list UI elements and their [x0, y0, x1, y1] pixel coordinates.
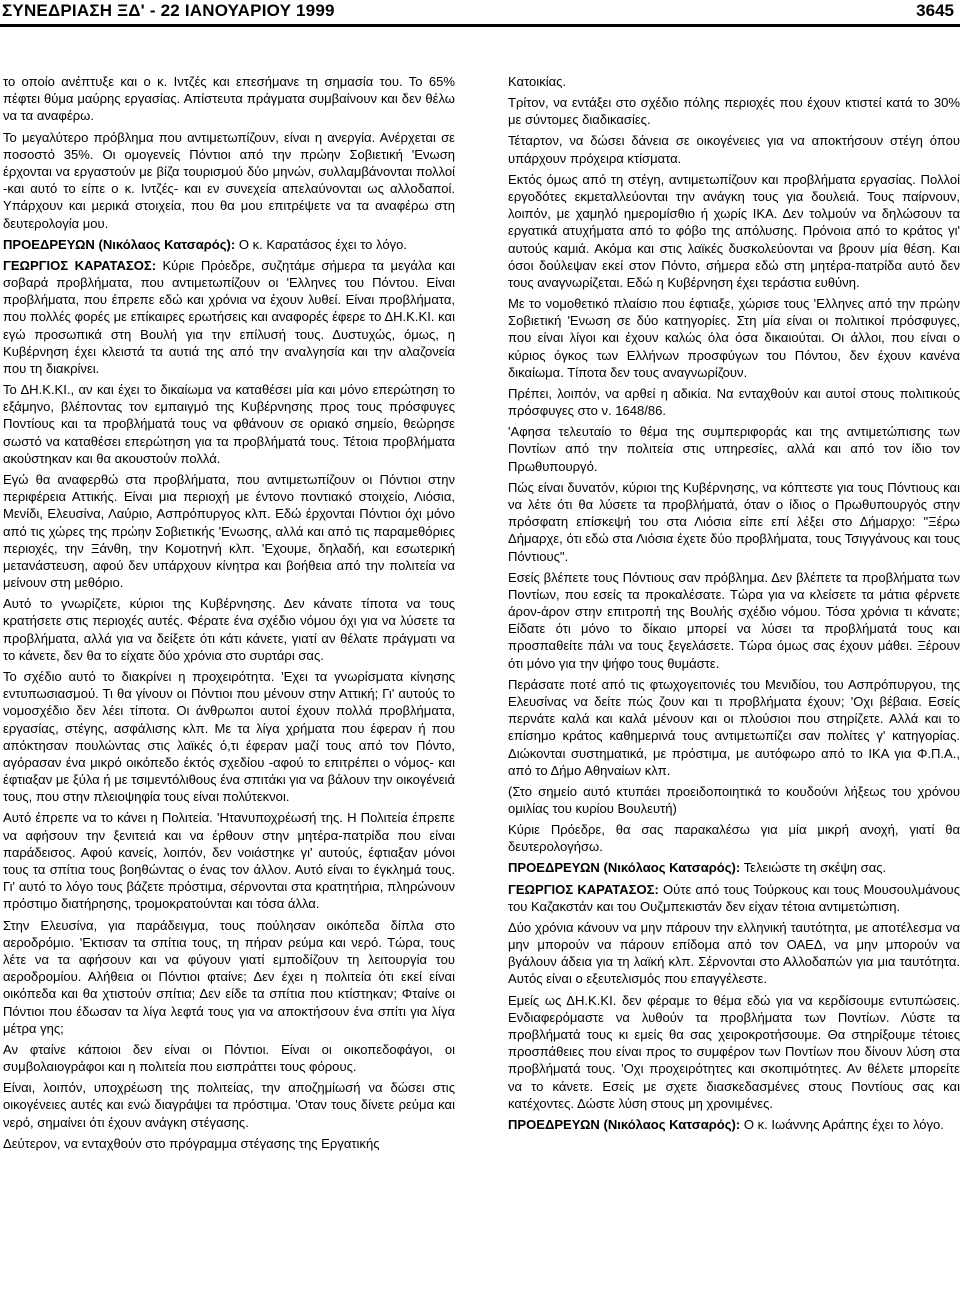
paragraph: ΠΡΟΕΔΡΕΥΩΝ (Νικόλαος Κατσαρός): Τελειώστε τη σκέψη σας. — [508, 860, 887, 876]
session-title: ΣΥΝΕΔΡΙΑΣΗ ΞΔ' - 22 ΙΑΝΟΥΑΡΙΟΥ 1999 — [2, 1, 335, 20]
speaker-name: ΠΡΟΕΔΡΕΥΩΝ (Νικόλαος Κατσαρός): — [508, 1116, 741, 1132]
paragraph: Τέταρτον, να δώσει δάνεια σε οικογένειες για να αποκτήσουν στέγη όπου υπάρχουν πρόχειρα κτίσματα. — [508, 133, 960, 166]
paragraph: το οποίο ανέπτυξε και ο κ. Ιντζές και επεσήμανε τη σημασία του. Το 65% πέφτει θύμα μαύρης εργασίας. Απίστευτα πράγματα συμβαίνουν και δεν θέλω να τα αναφέρω. — [3, 74, 455, 124]
paragraph: Αν φταίνε κάποιοι δεν είναι οι Πόντιοι. Είναι οι οικοπεδοφάγοι, οι συμβολαιογράφοι και η πολιτεία που εισπράττει τους φόρους. — [3, 1041, 455, 1075]
paragraph: Κύριε Πρόεδρε, θα σας παρακαλέσω για μία μικρή ανοχή, γιατί θα δευτερολογήσω. — [508, 822, 960, 855]
paragraph: Το σχέδιο αυτό το διακρίνει η προχειρότητα. 'Εχει τα γνωρίσματα κίνησης εντυπωσιασμού. Τι θα γίνουν οι Πόντιοι που μένουν στην Αττική; Γι' αυτούς το νομοσχέδιο δεν λέει τίποτα. Οι άνθρωποι αυτοί έχουν πολλά προβλήματα, εργασίας, στέγης, ασφάλισης κλπ. Με τα λίγα χρήματα που έφεραν ή που απόκτησαν πουλώντας στις λαϊκές ό,τι έφεραν μαζί τους από τον Πόντο, αγόρασαν ένα μικρό οικόπεδο έκτός σχεδίου -αφού το επιτρέπει ο νόμος- και έφτιαξαν με ξύλα ή με τσιμεντόλιθους ένα σπιτάκι για να βάλουν την οικογένειά τους, που στην πλειοψηφία τους είναι πολύτεκνοι. — [3, 668, 455, 805]
paragraph: Είναι, λοιπόν, υποχρέωση της πολιτείας, την αποζημίωσή να δώσει στις οικογένειες αυτές και ενώ διαγράψει τα πρόστιμα. 'Οταν τους δίνετε ρεύμα και νερό, σημαίνει ότι έχουν ανάγκη στέγασης. — [3, 1080, 455, 1130]
paragraph: ΠΡΟΕΔΡΕΥΩΝ (Νικόλαος Κατσαρός): Ο κ. Ιωάννης Αράπης έχει το λόγο. — [508, 1116, 944, 1132]
header-rule — [0, 24, 960, 27]
paragraph: Δύο χρόνια κάνουν να μην πάρουν την ελληνική ταυτότητα, με αποτέλεσμα να μην μπορούν να πάρουν επίδομα από τον ΟΑΕΔ, να μην μπορούν να βγάλουν άδεια για τη λαϊκή κλπ. Σέρνονται στο Αλλοδαπών για μια ταυτότητα. Αυτός είναι ο εξευτελισμός που επαγγέλεστε. — [508, 919, 960, 987]
paragraph: Το μεγαλύτερο πρόβλημα που αντιμετωπίζουν, είναι η ανεργία. Ανέρχεται σε ποσοστό 35%. Οι ομογενείς Πόντιοι από την πρώην Σοβιετική 'Ενωση έρχονται να εργαστούν με βίζα τουρισμού δύο μηνών, συλλαμβάνονται πολλοί -και αυτό το είπε ο κ. Ιντζές- και εν συνεχεία απελαύνονται ως αλλοδαποί. Υπάρχουν και μερικά στοιχεία, που θα μου επιτρέψετε να τα αναφέρω στη δευτερολογία μου. — [3, 129, 455, 231]
left-column — [3, 73, 455, 1156]
paragraph: ΠΡΟΕΔΡΕΥΩΝ (Νικόλαος Κατσαρός): Ο κ. Καρατάσος έχει το λόγο. — [3, 236, 408, 252]
paragraph: ΓΕΩΡΓΙΟΣ ΚΑΡΑΤΑΣΟΣ: Ούτε από τους Τούρκους και τους Μουσουλμάνους του Καζακστάν και του Ουζμπεκιστάν δεν είχαν τέτοια αντιμετώπιση. — [508, 881, 960, 914]
paragraph: Αυτό το γνωρίζετε, κύριοι της Κυβέρνησης. Δεν κάνατε τίποτα να τους κρατήσετε στις περιοχές αυτές. Φέρατε ένα σχέδιο νόμου όχι για να λύσετε τα προβλήματα, αλλά για να δείξετε ότι κάτι κάνετε, γιατί αν θέλατε πράγματι να το κάνετε, δεν θα το είχατε δύο χρόνια στο συρτάρι σας. — [3, 596, 455, 663]
paragraph: Εκτός όμως από τη στέγη, αντιμετωπίζουν και προβλήματα εργασίας. Πολλοί εργοδότες εκμεταλλεύονται την ανάγκη τους για δουλειά. Τους παίρνουν, λοιπόν, με χαμηλό ημερομίσθιο ή χωρίς ΙΚΑ. Δεν τολμούν να δηλώσουν τα εργατικά ατυχήματα από το φόβο της απόλυσης. Πρόνοια από το κράτος γι' αυτούς καμιά. Ακόμα και στις λαϊκές δυσκολεύονται να βρουν μία θέση. Και όσοι δούλεψαν εκεί στον Πόντο, σήμερα εδώ στη μητέρα-πατρίδα αυτό δεν τους αναγνωρίζεται. Εδώ η Κυβέρνηση έχει τεράστια ευθύνη. — [508, 171, 960, 290]
paragraph: Κατοικίας. — [508, 74, 567, 89]
paragraph: Αυτό έπρεπε να το κάνει η Πολιτεία. 'Ητανυποχρέωσή της. Η Πολιτεία έπρεπε να αφήσουν την ξενιτειά και να έρθουν στην μητέρα-πατρίδα που είναι παράδεισος. Αφού κανείς, λοιπόν, δεν νοιάστηκε γι' αυτούς, έφτιαξαν μόνοι τους τα σπίτια τους βοηθώντας ο ένας τον άλλον. Αυτό είναι το έγκλημά τους. Γι' αυτό το λόγο τους βάζετε πρόστιμα, σέρνονται στα κρατητήρια, πληρώνουν πρόστιμο διατήρησης, τρομοκρατούνται και τόσα άλλα. — [3, 810, 455, 912]
speaker-name: ΠΡΟΕΔΡΕΥΩΝ (Νικόλαος Κατσαρός): — [508, 860, 741, 876]
paragraph: Στην Ελευσίνα, για παράδειγμα, τους πούλησαν οικόπεδα δίπλα στο αεροδρόμιο. 'Εκτισαν τα σπίτια τους, τη πήραν ρεύμα και νερό. Τώρα, τους λέτε να τα αφήσουν και να φύγουν γιατί εμποδίζουν τη λειτουργία του αεροδρομίου. Αλήθεια οι Πόντιοι φταίνε; Δεν έχει η πολιτεία ότι εκεί είναι οικόπεδα και θα χτιστούν σπίτια; Δεν είδε τα σπίτια που κτίστηκαν; Φταίνε οι Πόντιοι που έδωσαν τα λίγα λεφτά τους για να αποκτήσουν ένα σπίτι για λίγα μέτρα γης; — [3, 917, 455, 1036]
paragraph: 'Αφησα τελευταίο το θέμα της συμπεριφοράς και της αντιμετώπισης των Ποντίων από την πολιτεία στις υπηρεσίες, αλλά και από τον ίδιο τον Πρωθυπουργό. — [508, 424, 960, 474]
paragraph: Περάσατε ποτέ από τις φτωχογειτονιές του Μενιδίου, του Ασπρόπυργου, της Ελευσίνας να δείτε πώς ζουν και τι προβλήματα έχουν; 'Οχι βέβαια. Εσείς περνάτε καλά και καλά μένουν και οι πλούσιοι που στηρίζετε. Αλλά και το επίσημο κράτος καθημερινά τους αντιμετωπίζει σαν πολίτες γ' κατηγορίας. Διώκονται συστηματικά, με πρόστιμα, με αυτόφωρο από το ΙΚΑ για Φ.Π.Α., από το Δήμο Αθηναίων κλπ. — [508, 676, 960, 778]
paragraph: Με το νομοθετικό πλαίσιο που έφτιαξε, χώρισε τους 'Ελληνες από την πρώην Σοβιετική 'Ενωση σε δύο κατηγορίες. Στη μία είναι οι πολιτικοί πρόσφυγες, που είναι λίγοι και έχουν καλώς όλα όσα δικαιούται. Οι άλλοι, που είναι ο κύριος όγκος των Ελλήνων προσφύγων του Πόντου, δεν έχουν κανένα δικαίωμα. Τίποτα δεν τους αναγνωρίζουν. — [508, 296, 960, 380]
page-number: 3645 — [916, 1, 954, 20]
paragraph: Το ΔΗ.Κ.ΚΙ., αν και έχει το δικαίωμα να καταθέσει μία και μόνο επερώτηση το εξάμηνο, βλέποντας τον εμπαιγμό της Κυβέρνησης προς τους πρόσφυγες Ποντίους και τα προβλήματά τους να φθάνουν σε οριακό σημείο, θεώρησε σωστό να καταθέσει επερώτηση για τα προβλήματά τους. Τέτοια προβλήματα ακούστηκαν και θα ακουστούν πολλά. — [3, 382, 455, 466]
paragraph: Δεύτερον, να ενταχθούν στο πρόγραμμα στέγασης της Εργατικής — [3, 1135, 380, 1151]
paragraph: (Στο σημείο αυτό κτυπάει προειδοποιητικά το κουδούνι λήξεως του χρόνου ομιλίας του κυρίου Βουλευτή) — [508, 783, 960, 817]
paragraph: Εσείς βλέπετε τους Πόντιους σαν πρόβλημα. Δεν βλέπετε τα προβλήματα των Ποντίων, που εσείς τα προκαλέσατε. Τώρα για να κλείσετε τα μάτια φέρνετε άρον-άρον στην επιτροπή της Βουλής σχέδιο νόμου. Τόσα χρόνια τι κάνατε; Είδατε ότι μόνο το δίκαιο μπορεί να λύσει τα προβλήματά τους και προσπαθείτε πάλι να τους ξεγελάσετε. Τώρα όμως σας έχουν μάθει. Ξέρουν ότι μόνο για την ψήφο τους θυμάστε. — [508, 569, 960, 671]
paragraph: Εμείς ως ΔΗ.Κ.ΚΙ. δεν φέραμε το θέμα εδώ για να κερδίσουμε εντυπώσεις. Ενδιαφερόμαστε να λυθούν τα προβλήματα των Ποντίων. Λύστε τα προβλήματά τους κι εμείς θα σας χειροκροτήσουμε. Θα στηρίξουμε τέτοιες προσπάθειες που είναι προς το συμφέρον των Ποντίων που δίνουν λύση στα προβλήματά τους. 'Οχι προχειρότητες και σκοπιμότητες. Αν θέλετε μπορείτε να το κάνετε. Εσείς με σχετε διασκεδασμένες στους Ποντίους σας και κατέχοντες. Δώστε λύση στους μη χρονιμένες. — [508, 992, 960, 1111]
right-column — [508, 73, 960, 1137]
paragraph: Πρέπει, λοιπόν, να αρθεί η αδικία. Να ενταχθούν και αυτοί στους πολιτικούς πρόσφυγες στο ν. 1648/86. — [508, 385, 960, 419]
paragraph: Πώς είναι δυνατόν, κύριοι της Κυβέρνησης, να κόπτεστε για τους Πόντιους και να λέτε ότι θα λύσετε τα προβλήματά, όταν ο ίδιος ο Πρωθυπουργός στην πρόσφατη επίσκεψή του στα Λιόσια είπε επί λέξει στο Δήμαρχο: "Ξέρω Δήμαρχε, ότι εδώ στα Λιόσια έχετε δύο προβλήματα, τους Τσιγγάνους και τους Πόντιους". — [508, 479, 960, 564]
page-header — [0, 0, 960, 26]
paragraph: Εγώ θα αναφερθώ στα προβλήματα, που αντιμετωπίζουν οι Πόντιοι στην περιφέρεια Αττικής. Είναι μια περιοχή με έντονο ποντιακό στοιχείο, Λιόσια, Μενίδι, Ελευσίνα, Λαύριο, Ασπρόπυργος κλπ. Εδώ έρχονται Πόντιοι όχι μόνο από τις χώρες της πρώην Σοβιετικής 'Ενωσης, αλλά και από τις παραμεθόριες περιοχές, την Ξάνθη, την Κομοτηνή κλπ. 'Εχουμε, δηλαδή, και εσωτερική μετανάστευση, αφού δεν υπάρχουν κίνητρα και βοήθεια από την πολιτεία να μείνουν στη μεθόριο. — [3, 471, 455, 591]
speaker-name: ΠΡΟΕΔΡΕΥΩΝ (Νικόλαος Κατσαρός): — [3, 236, 236, 252]
speaker-name: ΓΕΩΡΓΙΟΣ ΚΑΡΑΤΑΣΟΣ: — [3, 257, 157, 273]
speaker-name: ΓΕΩΡΓΙΟΣ ΚΑΡΑΤΑΣΟΣ: — [508, 881, 659, 897]
paragraph: Τρίτον, να εντάξει στο σχέδιο πόλης περιοχές που έχουν κτιστεί κατά το 30% με σύντομες διαδικασίες. — [508, 95, 960, 128]
paragraph: ΓΕΩΡΓΙΟΣ ΚΑΡΑΤΑΣΟΣ: Κύριε Πρόεδρε, συζητάμε σήμερα τα μεγάλα και σοβαρά προβλήματα, που αντιμετωπίζουν οι 'Ελληνες του Πόντου. Είναι προβλήματα, που έπρεπε εδώ και χρόνια να έχουν λυθεί. Είναι προβλήματα, που πολλές φορές με επίκαιρες ερωτήσεις και αναφορές έφερε το ΔΗ.Κ.ΚΙ. και εγώ προσωπικά στη Βουλή για την επίλυσή τους. Δυστυχώς, όμως, η Κυβέρνηση έχει κλειστά τα αυτιά της από την αναλγησία και την αλαζονεία που τη διακρίνει. — [3, 257, 455, 376]
